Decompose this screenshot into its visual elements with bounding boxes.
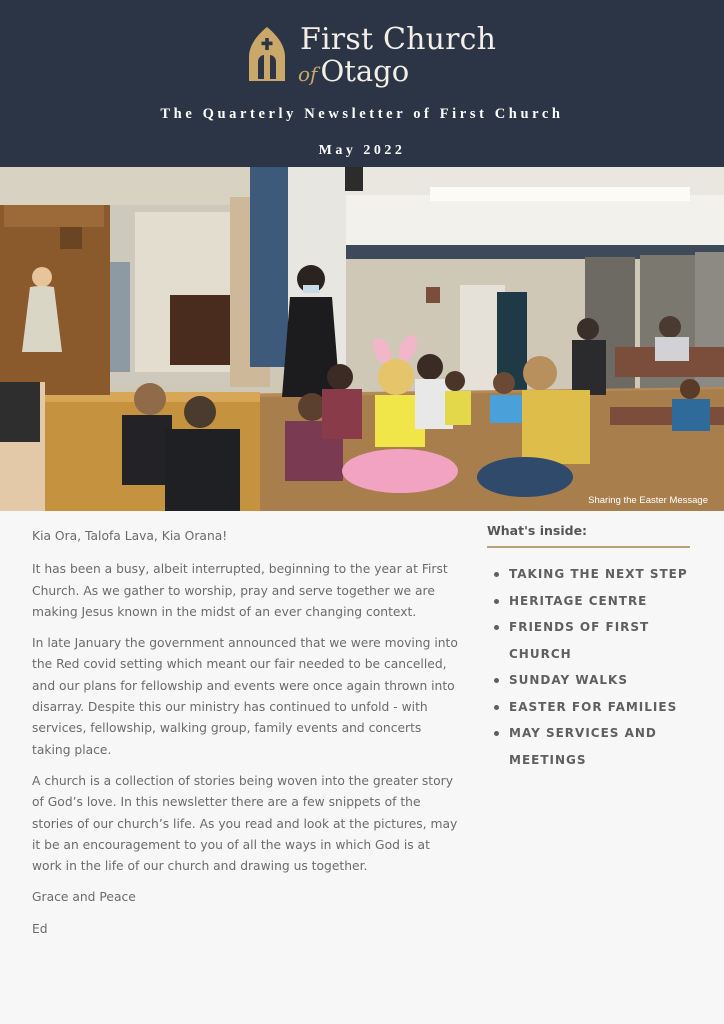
logo-subtitle	[298, 54, 409, 88]
easter-photo-illustration	[0, 167, 724, 511]
bullet-icon	[494, 625, 499, 630]
photo-caption: Sharing the Easter Message	[588, 495, 708, 506]
signature: Ed	[32, 921, 48, 936]
logo-of: of	[298, 62, 318, 86]
greeting: Kia Ora, Talofa Lava, Kia Orana!	[32, 529, 228, 543]
paragraph-2: In late January the government announced that we were moving into the Red covid setting which meant our fair needed to be cancelled, and our plans for fellowship and events were once again thrown into disarray. Despite this our ministry has continued to unfold - with services, fellowship, walking group, family events and concerts taking place.	[32, 636, 458, 757]
contents-item-label: MAY SERVICES AND MEETINGS	[509, 726, 657, 767]
issue-date: May 2022	[318, 143, 406, 158]
contents-item-label: SUNDAY WALKS	[509, 673, 628, 687]
closing: Grace and Peace	[32, 890, 136, 905]
contents-item-friends[interactable]	[487, 614, 692, 667]
newsletter-subtitle: The Quarterly Newsletter of First Church	[160, 106, 564, 122]
bullet-icon	[494, 572, 499, 577]
contents-item-label: FRIENDS OF FIRST CHURCH	[509, 620, 650, 661]
contents-item-easter[interactable]	[487, 694, 692, 721]
paragraph-3: A church is a collection of stories being woven into the greater story of God’s love. In this newsletter there are a few snippets of the stories of our church’s life. As you read and look at the pictures, may it be an encouragement to you of all the ways in which God is at work in the life of our church and drawing us together.	[32, 773, 458, 874]
logo-title: First Church	[300, 22, 497, 57]
feature-photo	[0, 167, 724, 511]
contents-item-label: TAKING THE NEXT STEP	[509, 567, 688, 581]
contents-item-label: EASTER FOR FAMILIES	[509, 699, 678, 714]
letter-body	[32, 520, 462, 940]
contents-item-services[interactable]	[487, 720, 692, 773]
church-window-icon	[248, 26, 286, 82]
masthead	[0, 0, 724, 167]
contents-item-next-step[interactable]	[487, 561, 692, 588]
church-logo[interactable]	[248, 22, 497, 90]
paragraph-1: It has been a busy, albeit interrupted, beginning to the year at First Church. As we gather to worship, pray and serve together we are making Jesus known in the midst of an ever changing context.	[32, 562, 448, 619]
contents-item-walks[interactable]	[487, 667, 692, 694]
contents-sidebar	[487, 523, 692, 773]
bullet-icon	[494, 705, 499, 710]
logo-otago: Otago	[320, 54, 410, 88]
contents-divider	[487, 546, 690, 548]
contents-item-heritage[interactable]	[487, 588, 692, 615]
bullet-icon	[494, 678, 499, 683]
bullet-icon	[494, 599, 499, 604]
contents-list	[487, 561, 692, 773]
bullet-icon	[494, 731, 499, 736]
contents-title: What's inside:	[487, 523, 588, 538]
contents-item-label: HERITAGE CENTRE	[509, 593, 648, 608]
